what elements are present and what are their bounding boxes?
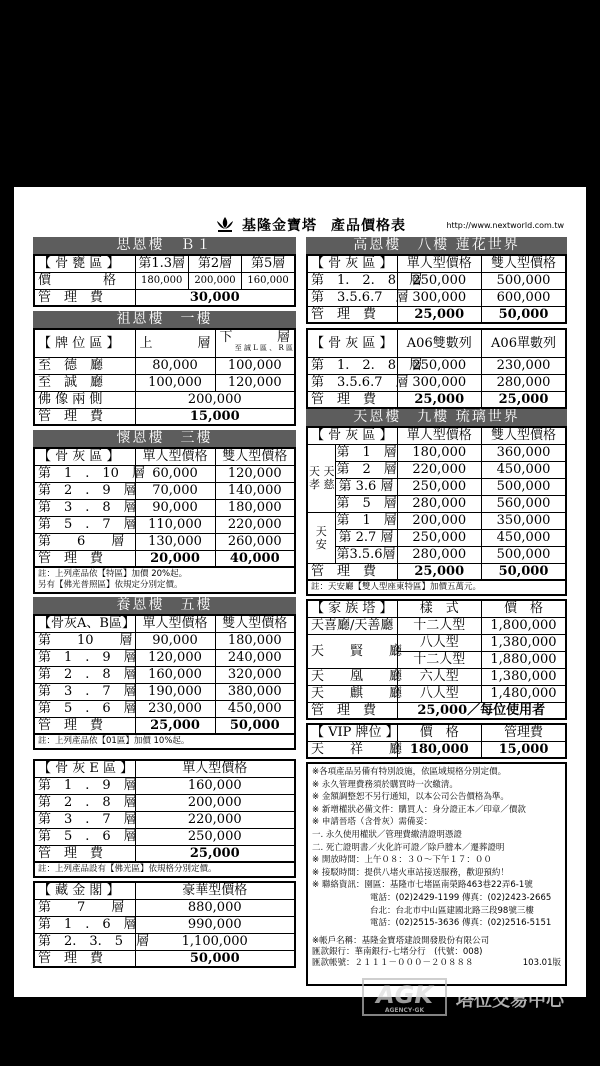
tian-group-an: 天 安 [307, 512, 335, 563]
note-line: 二. 死亡證明書／火化許可證／除戶謄本／遷葬證明 [312, 842, 505, 853]
note-line: ※ 新增權狀必備文件：購買人：身分證正本／印章／價款 [312, 804, 526, 815]
gao-a06-fee: 25,000 [482, 391, 567, 408]
huai-table [33, 447, 296, 568]
cang-table [33, 881, 296, 968]
gao-row-price: 300,000 [397, 289, 482, 306]
gao-fee-single: 25,000 [397, 306, 482, 323]
gao-a06-row-price: 280,000 [482, 374, 567, 391]
gao-a06-row-price: 230,000 [482, 357, 567, 374]
fam-hall: 天 凰 廳 [307, 668, 397, 685]
vip-fee: 15,000 [482, 741, 567, 758]
tian-row-label: 第 3.6 層 [335, 478, 397, 495]
huai-row-label: 第 6 層 [34, 533, 135, 550]
tian-row-price: 220,000 [397, 461, 482, 478]
tian-row-price: 360,000 [482, 444, 567, 461]
b1-price2: 200,000 [188, 272, 241, 289]
e-col1: 單人型價格 [135, 760, 295, 777]
huai-row-price: 60,000 [135, 465, 215, 482]
watermark-text: 塔位交易中心 [456, 990, 564, 1011]
yang-row-price: 120,000 [135, 649, 215, 666]
fam-fee: 25,000／每位使用者 [397, 702, 566, 719]
bank-name: 匯款銀行：華南銀行-七堵分行 (代號：008) [312, 946, 483, 957]
fam-type: 八人型 [397, 634, 482, 651]
b1-table [33, 254, 296, 307]
yang-col2: 雙人型價格 [215, 615, 295, 632]
tian-row-label: 第 2 層 [336, 462, 397, 477]
section-title-tian: 天恩樓 九樓 琉璃世界 [306, 409, 567, 426]
note-line: 一. 永久使用權狀／管理費繳清證明憑證 [312, 829, 462, 840]
tian-row-price: 560,000 [482, 495, 567, 512]
e-row-label: 第 1 . 9 層 [34, 777, 135, 794]
tian-row-label: 第 5 層 [336, 496, 397, 511]
zu-table [33, 328, 296, 426]
note-line: ※ 聯絡資訊：園區：基隆市七堵區南榮路463巷22弄6-1號 [312, 880, 533, 891]
document-title [242, 215, 406, 235]
agk-logo-icon: AGK AGENCY·GK [362, 978, 447, 1016]
yang-col1: 單人型價格 [135, 615, 215, 632]
vip-price: 180,000 [397, 741, 482, 758]
vip-hall: 天 祥 廳 [307, 741, 397, 758]
tian-row-label: 第 2.7 層 [335, 529, 397, 546]
yang-note: 註：上列產品依【01區】加價 10%起。 [33, 735, 296, 750]
zu-fee-label: 管 理 費 [34, 408, 135, 425]
huai-fee-double: 40,000 [215, 550, 295, 567]
yang-row-label: 第 10 層 [34, 632, 135, 649]
fam-price: 1,380,000 [482, 634, 567, 651]
company-name: 基隆金寶塔 [242, 218, 317, 234]
note-line: 台北：台北市中山區建國北路三段98號三樓 [370, 905, 534, 916]
cang-fee: 50,000 [135, 950, 295, 967]
section-title-huai: 懷恩樓 三樓 [33, 430, 296, 447]
cang-col1: 豪華型價格 [135, 882, 295, 899]
e-row-label: 第 3 . 7 層 [34, 811, 135, 828]
cang-row-price: 990,000 [135, 916, 295, 933]
yang-table [33, 614, 296, 735]
b1-col2: 第2層 [188, 255, 241, 272]
gao-a06-head: 【 骨 灰 區 】 [307, 329, 397, 357]
zu-row-price: 80,000 [135, 357, 215, 374]
yang-row-label: 第 3 . 7 層 [34, 683, 135, 700]
b1-price-label: 價 格 [34, 272, 135, 289]
tian-row-label: 第 1 層 [336, 513, 397, 528]
tian-fee-double: 50,000 [482, 563, 567, 580]
section-title-gao: 高恩樓 八樓 蓮花世界 [306, 237, 567, 254]
gao-row-label: 第 3.5.6.7 層 [307, 289, 397, 306]
gao-row-label: 第 1. 2. 8 層 [307, 272, 397, 289]
yang-fee-single: 25,000 [135, 717, 215, 734]
fam-head: 【 家 族 塔 】 [307, 600, 397, 617]
vip-head: 【 VIP 牌位 】 [307, 724, 397, 741]
huai-col1: 單人型價格 [135, 448, 215, 465]
yang-row-price: 320,000 [215, 666, 295, 683]
yang-head: 【骨灰A、B區】 [34, 615, 135, 632]
yang-row-price: 450,000 [215, 700, 295, 717]
huai-row-price: 140,000 [215, 482, 295, 499]
gao-head: 【 骨 灰 區 】 [307, 255, 397, 272]
gao-a06-row-label: 第 1. 2. 8 層 [307, 357, 397, 374]
b1-price1: 180,000 [135, 272, 188, 289]
fam-price: 1,800,000 [482, 617, 567, 634]
e-note: 註：上列產品設有【佛光區】依規格分別定價。 [33, 863, 296, 878]
huai-row-price: 110,000 [135, 516, 215, 533]
fam-price: 1,880,000 [482, 651, 567, 668]
huai-row-label: 第 1 . 10 層 [34, 465, 135, 482]
yang-row-label: 第 2 . 8 層 [34, 666, 135, 683]
account-number: 匯款帳號：２１１１－０００－２０８８８ [312, 957, 474, 968]
yang-fee-double: 50,000 [215, 717, 295, 734]
tian-row-price: 180,000 [397, 444, 482, 461]
cang-row-price: 1,100,000 [135, 933, 295, 950]
note-line: ※ 開放時間：上午０８：３０～下午１７：００ [312, 855, 492, 866]
tian-row-price: 500,000 [482, 546, 567, 563]
price-sheet [14, 187, 586, 997]
yang-row-label: 第 1 . 9 層 [34, 649, 135, 666]
fam-price: 1,380,000 [482, 668, 567, 685]
huai-row-price: 260,000 [215, 533, 295, 550]
e-row-price: 250,000 [135, 828, 295, 845]
gao-a06-col1: A06雙數列 [397, 329, 482, 357]
fam-price: 1,480,000 [482, 685, 567, 702]
yang-row-price: 240,000 [215, 649, 295, 666]
cang-head: 【 藏 金 閣 】 [34, 882, 135, 899]
yang-row-price: 380,000 [215, 683, 295, 700]
huai-fee-single: 20,000 [135, 550, 215, 567]
gao-row-price: 500,000 [482, 272, 567, 289]
tian-row-price: 500,000 [482, 478, 567, 495]
fam-hall: 天喜廳/天善廳 [307, 617, 397, 634]
version-label: 103.01版 [522, 957, 561, 968]
cang-row-label: 第 1 . 6 層 [34, 916, 135, 933]
huai-row-label: 第 3 . 8 層 [34, 499, 135, 516]
notes-box [306, 762, 567, 986]
zu-row-label: 至 德 廳 [34, 357, 135, 374]
tian-row-price: 250,000 [397, 478, 482, 495]
yang-fee-label: 管 理 費 [34, 717, 135, 734]
e-row-label: 第 5 . 6 層 [34, 828, 135, 845]
tian-row-label: 第 1 層 [336, 445, 397, 460]
yang-row-price: 230,000 [135, 700, 215, 717]
fam-hall: 天 麒 廳 [307, 685, 397, 702]
lotus-logo-icon [214, 215, 236, 233]
cang-row-price: 880,000 [135, 899, 295, 916]
gao-a06-row-price: 300,000 [397, 374, 482, 391]
tian-table [306, 426, 567, 581]
e-zone-table [33, 759, 296, 863]
fam-fee-label: 管 理 費 [307, 702, 397, 719]
tian-row-price: 450,000 [482, 461, 567, 478]
huai-row-price: 180,000 [215, 499, 295, 516]
family-tower-table [306, 599, 567, 720]
gao-row-price: 250,000 [397, 272, 482, 289]
gao-fee-double: 50,000 [482, 306, 567, 323]
huai-row-price: 70,000 [135, 482, 215, 499]
e-fee: 25,000 [135, 845, 295, 862]
e-row-price: 200,000 [135, 794, 295, 811]
cang-row-label: 第 2. 3. 5 層 [34, 933, 135, 950]
website-url: http://www.nextworld.com.tw [446, 221, 564, 230]
b1-head: 【 骨 甕 區 】 [34, 255, 135, 272]
gao-a06-row-price: 250,000 [397, 357, 482, 374]
gao-a06-fee-label: 管 理 費 [307, 391, 397, 408]
zu-row-price: 100,000 [135, 374, 215, 391]
fam-type: 六人型 [397, 668, 482, 685]
fam-type: 十二人型 [397, 617, 482, 634]
vip-table [306, 723, 567, 759]
tian-note: 註：天安廳【雙人型座東特區】加價五萬元。 [306, 581, 567, 596]
cang-fee-label: 管 理 費 [34, 950, 135, 967]
tian-group-xiaoci: 天 天 孝 慈 [307, 444, 335, 512]
gao-col2: 雙人型價格 [482, 255, 567, 272]
gao-a06-fee: 25,000 [397, 391, 482, 408]
account-number-row [312, 958, 561, 969]
tian-row-price: 280,000 [397, 546, 482, 563]
fam-hall: 天 賢 廳 [307, 634, 397, 668]
note-line: ※ 金額調整恕不另行通知，以本公司公告價格為準。 [312, 792, 509, 803]
b1-col1: 第1.3層 [135, 255, 188, 272]
e-head: 【 骨 灰 E 區 】 [34, 760, 135, 777]
fam-col2: 價 格 [482, 600, 567, 617]
tian-row-price: 200,000 [397, 512, 482, 529]
zu-fee: 15,000 [135, 408, 295, 425]
yang-row-label: 第 5 . 6 層 [34, 700, 135, 717]
fam-type: 十二人型 [397, 651, 482, 668]
gao-a06-col2: A06單數列 [482, 329, 567, 357]
b1-col3: 第5層 [242, 255, 295, 272]
gao-table [306, 254, 567, 324]
zu-lower: 下 層 至 誠 L 區 、 R 區 [215, 329, 295, 357]
tian-row-price: 280,000 [397, 495, 482, 512]
zu-buddha-label: 佛 像 兩 側 [34, 391, 135, 408]
huai-note: 註：上列產品依【特區】加價 20%起。 另有【佛光普照區】依規定分別定價。 [33, 568, 296, 594]
tian-col2: 雙人型價格 [482, 427, 567, 444]
huai-row-price: 220,000 [215, 516, 295, 533]
zu-head: 【 牌 位 區 】 [34, 329, 135, 357]
zu-buddha-price: 200,000 [135, 391, 295, 408]
note-line: 電話：(02)2515-3636 傳真：(02)2516-5151 [370, 918, 552, 929]
e-row-label: 第 2 . 8 層 [34, 794, 135, 811]
yang-row-price: 180,000 [215, 632, 295, 649]
note-line: ※ 接駁時間：提供八堵火車站接送服務，歡迎預約！ [312, 867, 509, 878]
vip-col1: 價 格 [397, 724, 482, 741]
huai-row-label: 第 2 . 9 層 [34, 482, 135, 499]
doc-title: 產品價格表 [331, 218, 406, 234]
tian-row-price: 250,000 [397, 529, 482, 546]
watermark [362, 972, 582, 1022]
e-fee-label: 管 理 費 [34, 845, 135, 862]
right-column [306, 237, 567, 986]
note-line: ※各項產品另備有特別設施，依區域規格分別定價。 [312, 767, 507, 777]
document-header [184, 215, 564, 235]
huai-row-price: 130,000 [135, 533, 215, 550]
note-line: ※ 永久管理費務須於購買時一次繳清。 [312, 779, 458, 790]
note-line: ※ 申請晉塔（含骨灰）需備妥： [312, 817, 433, 828]
zu-row-label: 至 誠 廳 [34, 374, 135, 391]
huai-row-label: 第 5 . 7 層 [34, 516, 135, 533]
huai-row-price: 120,000 [215, 465, 295, 482]
gao-col1: 單人型價格 [397, 255, 482, 272]
left-column [33, 237, 296, 968]
yang-row-price: 90,000 [135, 632, 215, 649]
tian-row-label: 第3.5.6層 [336, 547, 396, 562]
vip-col2: 管理費 [482, 724, 567, 741]
e-row-price: 220,000 [135, 811, 295, 828]
fam-type: 八人型 [397, 685, 482, 702]
tian-row-price: 450,000 [482, 529, 567, 546]
huai-fee-label: 管 理 費 [34, 550, 135, 567]
b1-price3: 160,000 [242, 272, 295, 289]
yang-row-price: 160,000 [135, 666, 215, 683]
gao-fee-label: 管 理 費 [307, 306, 397, 323]
note-line: 電話：(02)2429-1199 傳真：(02)2423-2665 [370, 892, 552, 903]
tian-fee-single: 25,000 [397, 563, 482, 580]
gao-a06-table [306, 328, 567, 409]
tian-col1: 單人型價格 [397, 427, 482, 444]
b1-fee: 30,000 [135, 289, 295, 306]
huai-head: 【 骨 灰 區 】 [34, 448, 135, 465]
yang-row-price: 190,000 [135, 683, 215, 700]
e-row-price: 160,000 [135, 777, 295, 794]
account-name: ※帳戶名稱：基隆金寶塔建設開發股份有限公司 [312, 935, 490, 946]
section-title-b1: 思恩樓 Ｂ１ [33, 237, 296, 254]
zu-row-price: 120,000 [215, 374, 295, 391]
bank-info [312, 930, 561, 969]
tian-fee-label: 管 理 費 [307, 563, 397, 580]
zu-row-price: 100,000 [215, 357, 295, 374]
fam-col1: 樣 式 [397, 600, 482, 617]
gao-a06-row-label: 第 3.5.6.7 層 [307, 374, 397, 391]
cang-row-label: 第 7 層 [34, 899, 135, 916]
section-title-yang: 養恩樓 五樓 [33, 597, 296, 614]
b1-fee-label: 管 理 費 [34, 289, 135, 306]
tian-row-price: 350,000 [482, 512, 567, 529]
zu-upper: 上 層 [135, 329, 215, 357]
tian-head: 【 骨 灰 區 】 [307, 427, 397, 444]
section-title-zu: 祖恩樓 一樓 [33, 311, 296, 328]
gao-row-price: 600,000 [482, 289, 567, 306]
huai-row-price: 90,000 [135, 499, 215, 516]
huai-col2: 雙人型價格 [215, 448, 295, 465]
